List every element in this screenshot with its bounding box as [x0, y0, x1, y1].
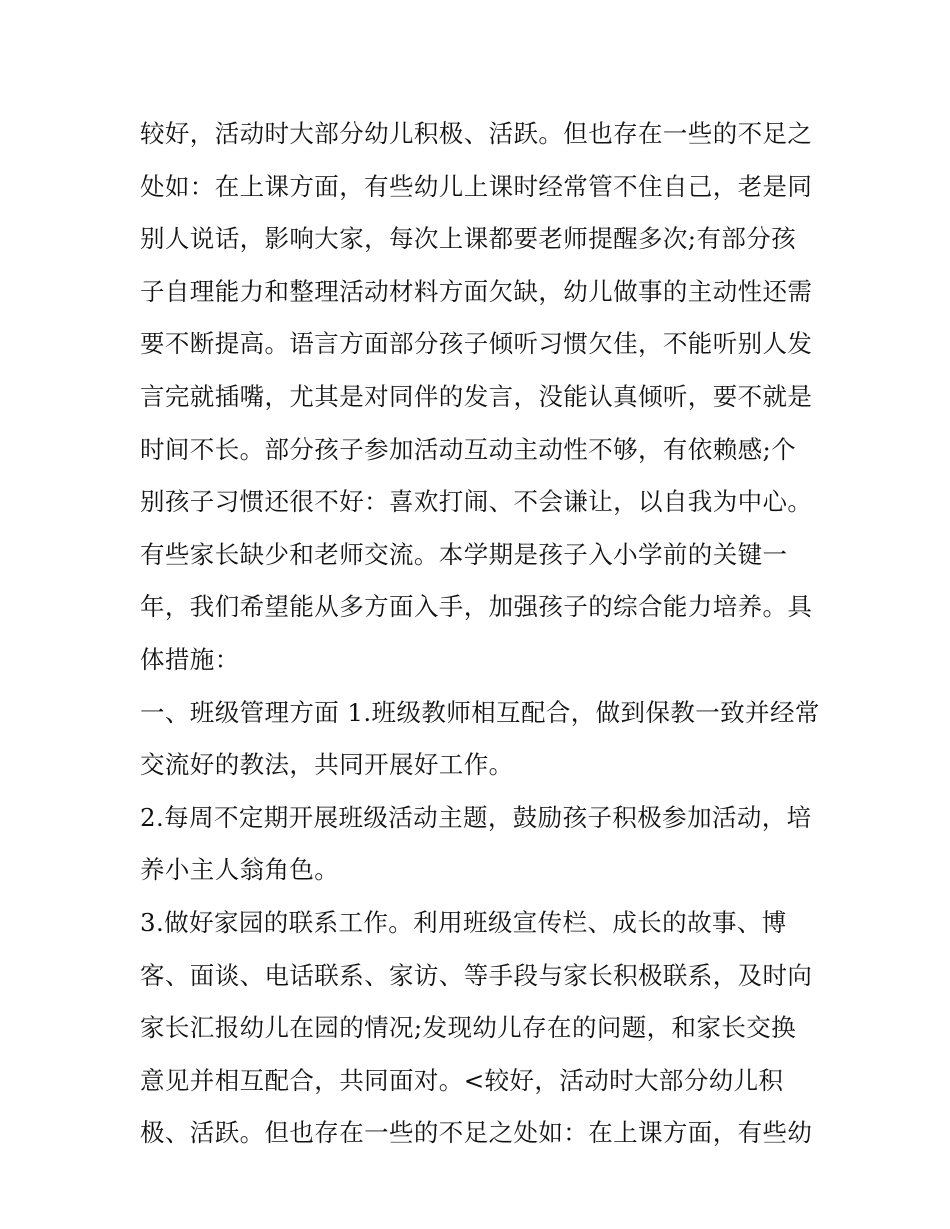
text-line: 极、活跃。但也存在一些的不足之处如：在上课方面，有些幼 [140, 1118, 813, 1148]
text-line: 较好，活动时大部分幼儿积极、活跃。但也存在一些的不足之 [140, 119, 813, 148]
text-line: 别孩子习惯还很不好：喜欢打闹、不会谦让，以自我为中心。 [140, 487, 813, 517]
text-line: 有些家长缺少和老师交流。本学期是孩子入小学前的关键一 [140, 539, 788, 569]
text-line: 体措施： [140, 644, 240, 674]
text-line: 年，我们希望能从多方面入手，加强孩子的综合能力培养。具 [140, 592, 813, 622]
text-line: 交流好的教法，共同开展好工作。 [140, 750, 514, 780]
list-item-line: 2.每周不定期开展班级活动主题，鼓励孩子积极参加活动，培 [140, 802, 812, 832]
section-heading-line: 一、班级管理方面 1.班级教师相互配合，做到保教一致并经常 [140, 697, 820, 727]
list-item-line: 3.做好家园的联系工作。利用班级宣传栏、成长的故事、博 [140, 907, 787, 937]
text-line: 处如：在上课方面，有些幼儿上课时经常管不住自己，老是同 [140, 171, 813, 201]
text-line: 客、面谈、电话联系、家访、等手段与家长积极联系，及时向 [140, 960, 813, 990]
text-line: 子自理能力和整理活动材料方面欠缺，幼儿做事的主动性还需 [140, 276, 813, 306]
body-text [140, 108, 820, 1160]
text-line: 别人说话，影响大家，每次上课都要老师提醒多次;有部分孩 [140, 224, 797, 254]
text-line: 时间不长。部分孩子参加活动互动主动性不够，有依赖感;个 [140, 434, 797, 464]
text-line: 言完就插嘴，尤其是对同伴的发言，没能认真倾听，要不就是 [140, 381, 813, 411]
text-line: 意见并相互配合，共同面对。<较好，活动时大部分幼儿积 [140, 1065, 784, 1095]
text-line: 养小主人翁角色。 [140, 855, 340, 885]
text-line: 要不断提高。语言方面部分孩子倾听习惯欠佳，不能听别人发 [140, 329, 813, 359]
text-line: 家长汇报幼儿在园的情况;发现幼儿存在的问题，和家长交换 [140, 1013, 797, 1043]
